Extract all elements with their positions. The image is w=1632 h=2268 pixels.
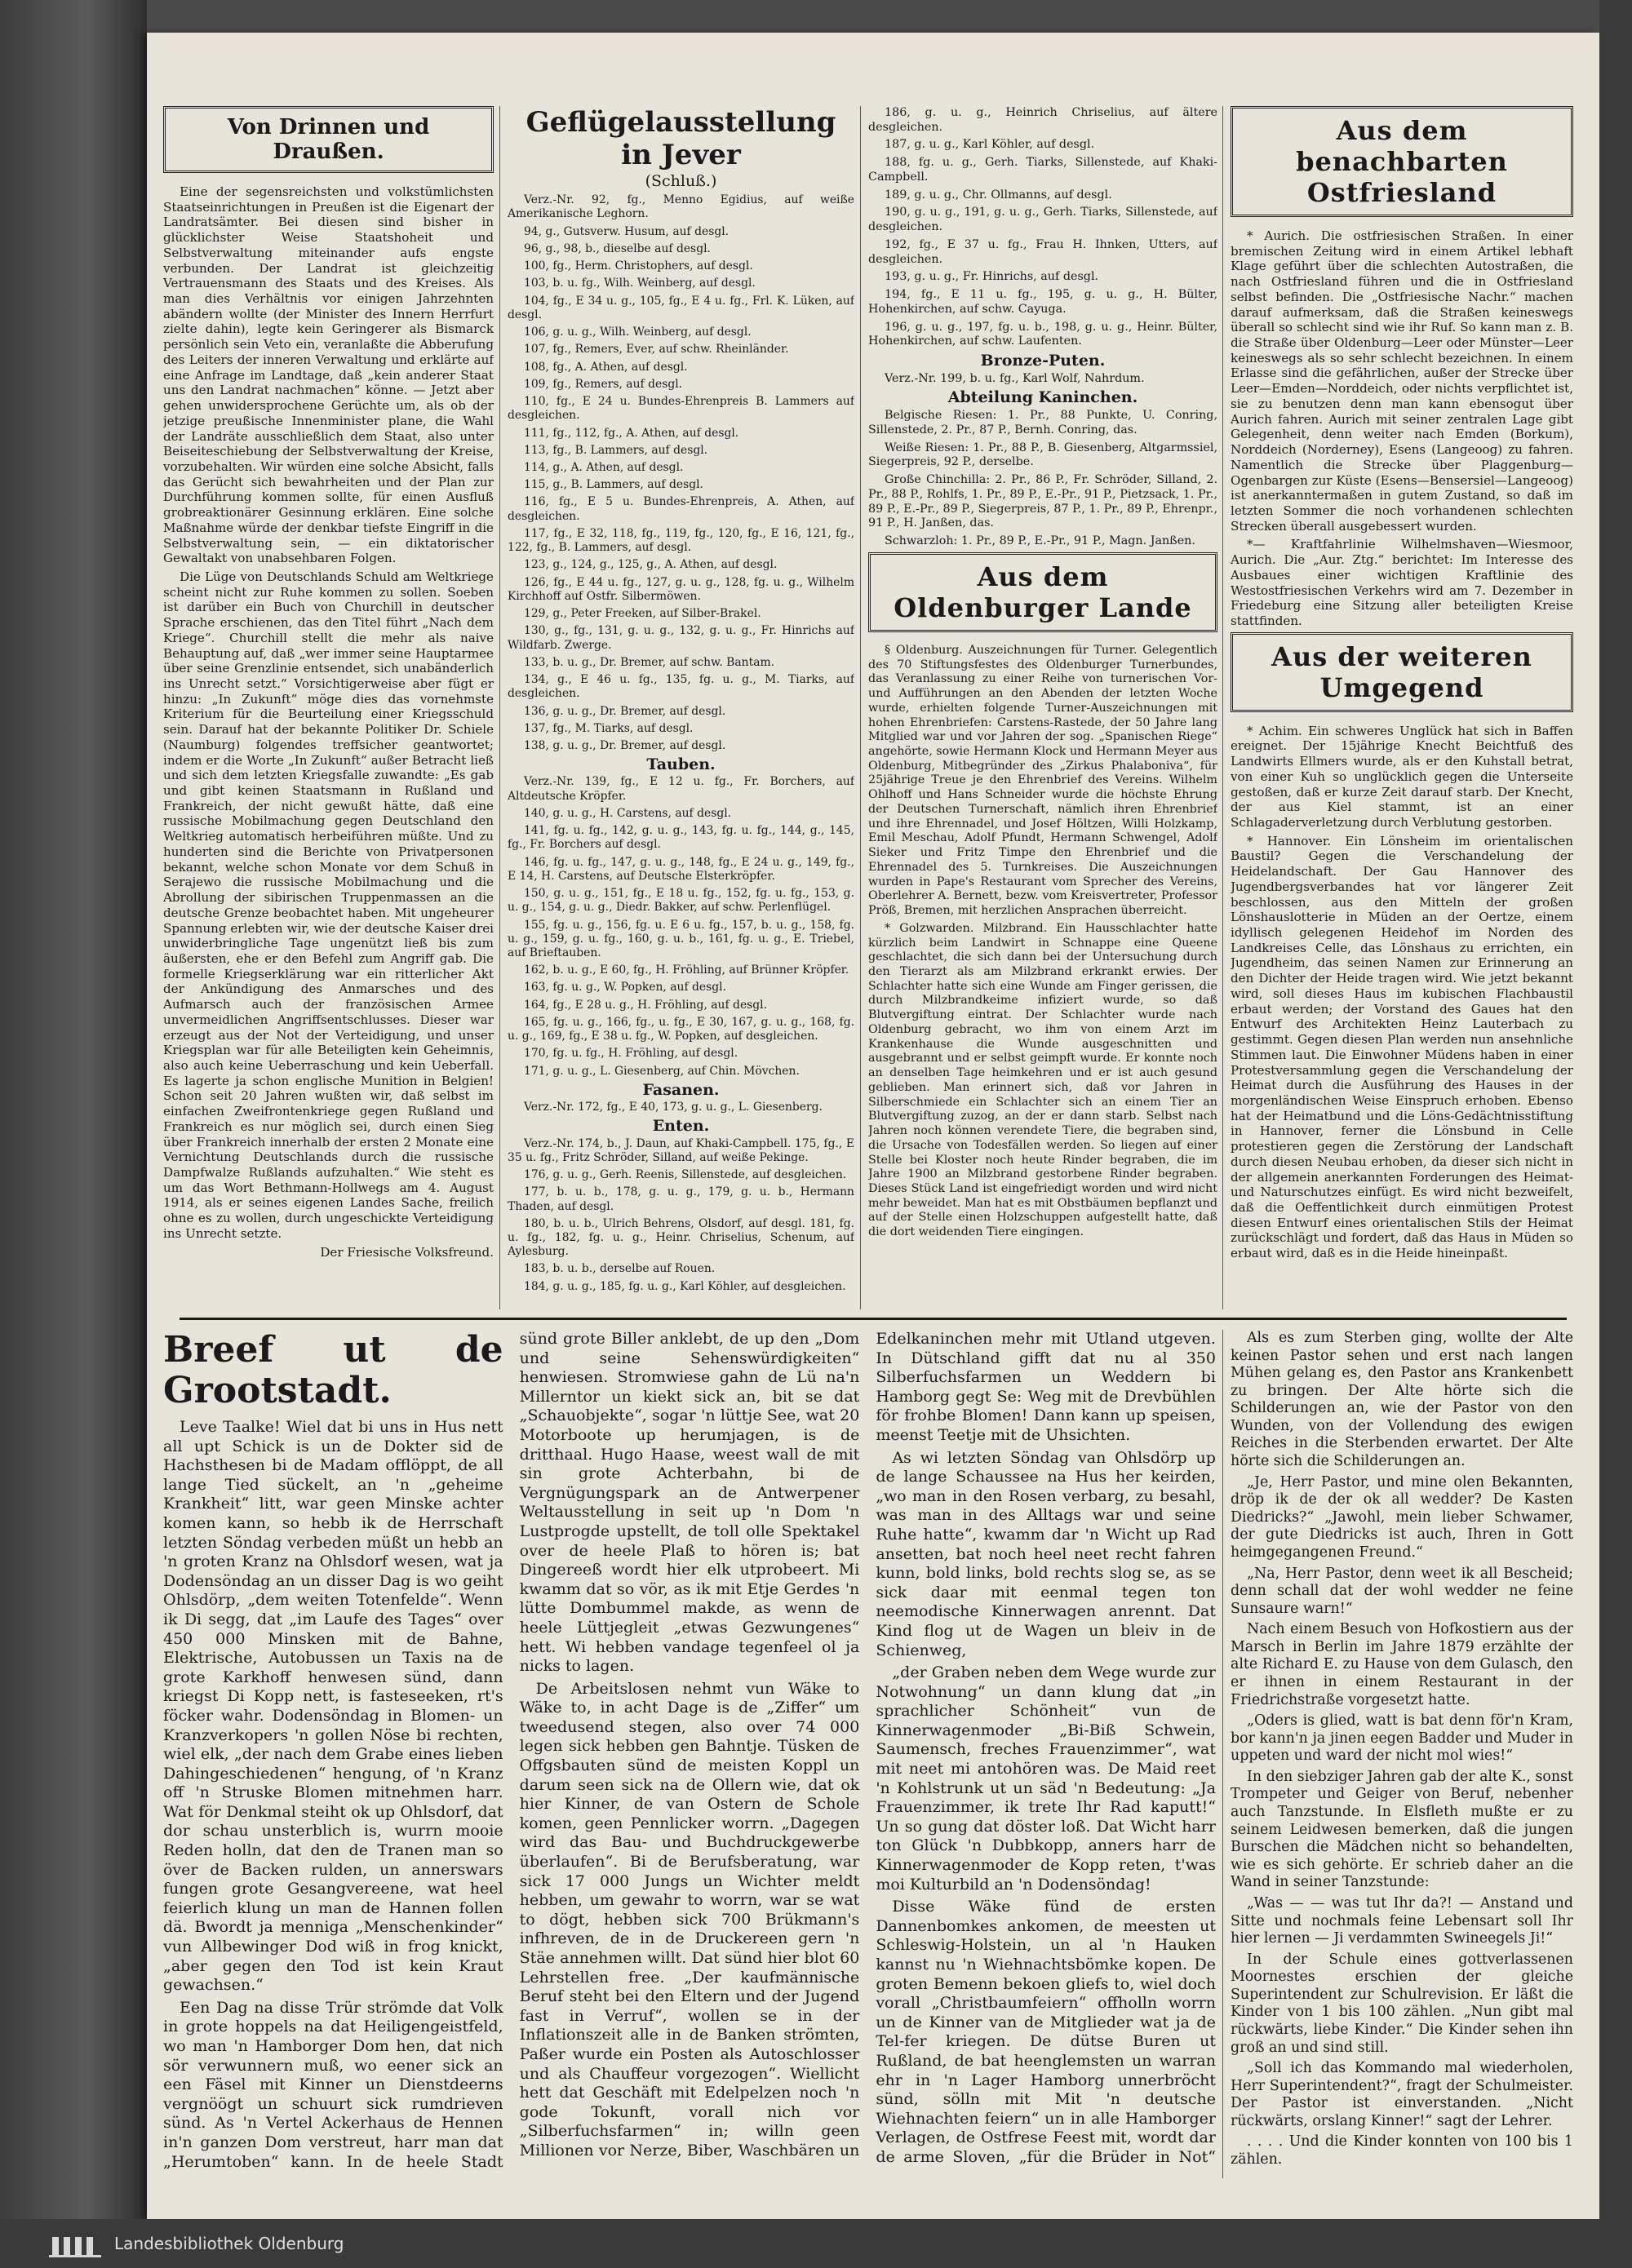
paragraph: Disse Wäke fünd de ersten Dannenbomkes ankomen, de meesten ut Schleswig-Holstein, un al 'n Hauken kannst nu 'n Wiehnachtsbömke kopen. De groten Bemenn bekoen gliefs to, wiel doch vorall „Christbaumfeiern“ offholln worrn un de Kinner van de Mitglieder wat ja de Tel-fer kriegen. De dütse Buren ut Rußland, de bat heenglemsten un warran ehr in 'n Lager Hamborg unnerbröcht sünd, sölln mit Mit 'n deutsche Wiehnachten feiern“ un in alle Hamborger Verlagen, de Ostfrese Feest mit, wordt dar de arme Sloven, „für die Brüder in Not“	[876, 1898, 1216, 2166]
list-item: 180, b. u. b., Ulrich Behrens, Olsdorf, auf desgl. 181, fg. u. fg., 182, fg. u. g., Heinr. Chriselius, Schenum, auf Aylesburg.	[508, 1216, 854, 1259]
column-3	[868, 106, 1217, 1309]
list-item: 130, g., fg., 131, g. u. g., 132, g. u. g., Fr. Hinrichs auf Wildfarb. Zwerge.	[508, 624, 854, 652]
paragraph: Leve Taalke! Wiel dat bi uns in Hus nett all upt Schick is un de Dokter sid de Hachsthesen bi de Madam offlöppt, de all lange Tied sückelt, an 'n „geheime Krankheit“ litt, war geen Minske achter komen kann, so hebb ik de Herrschaft letzten Söndag verbeden müßt un hebb an 'n groten Kranz na Ohlsdorf wesen, wat ja Dodensöndag an un disser Dag is wo geiht Ohlsdörp, „dem weiten Totenfelde“. Wenn ik Di segg, dat „im Laufe des Tages“ over 450 000 Minsken mit de Bahne, Elektrische, Autobussen un Taxis na de grote Karkhoff henwesen sünd, dann kriegst Di Kopp nett, is fasteseeken, rt's föcker wahr. Dodensöndag in Blomen- un Kranzverkopers 'n gollen Nöse bi rechten, wiel elk, „der nach dem Grabe eines lieben Dahingeschiedenen“ hengung, of 'n Kranz off 'n Struske Blomen mitnehmen harr. Wat för Denkmal steiht ok up Ohlsdorf, dat dor schau unsterblich is, wurrn mooie Reden holln, dat den de Tranen man so över de Backen rulden, un annerswars fungen grote Gesangvereene, wat heel feierlich klung un man de Hannen follen dä. Bwordt ja menniga „Menschenkinder“ vun Allbewinger Dod wiß in frog knickt, „aber gegen den Tod ist kein Kraut gewachsen.“	[163, 1418, 503, 1995]
category-puten: Bronze-Puten.	[980, 352, 1106, 370]
list-item: 106, g. u. g., Wilh. Weinberg, auf desgl.	[524, 326, 752, 339]
list-item: Verz.-Nr. 172, fg., E 40, 173, g. u. g., L. Giesenberg.	[524, 1101, 823, 1114]
list-item: 129, g., Peter Freeken, auf Silber-Brakel.	[524, 607, 761, 621]
list-item: 163, fg. u. g., W. Popken, auf desgl.	[524, 981, 727, 994]
article-title-breef: Breef ut de Grootstadt.	[163, 1330, 503, 1411]
paragraph: De Arbeitslosen nehmt vun Wäke to Wäke to, in acht Dage is de „Ziffer“ um tweedusend stegen, also over 74 000 legen sick hebben gen Bahntje. Tüsken de Offgsbauten sünd de meisten Koppl un darum seen sick na de Ollern wie, dat ok hier Kinner, de van Ostern de Schole komen, geen Pennlicker worrn. „Dagegen wird das Bau- und Buchdruckgewerbe überlaufen“. Bi de Berufsberatung, war sick 17 000 Jungs un Wichter meldt hebben, um gewahr to worrn, war se wat to dögt, hebben sick 700 Brükmann's infhreven, de in de Druckereen gern 'n Stäe annehmen willt. Dat sünd hier blot 60 Lehrstellen free. „Der kaufmännische Beruf steht bei den Eltern und der Jugend fast in Verruf“, wollen se in der Inflationszeit alle in de Banken strömten, Paßer wurde ein Posten als Autoschlosser und als Chauffeur vorgezogen“. Wiellicht hett dat Geschäft mit Edelpelzen noch 'n gode Tokunft, vorall nich vor „Silberfuchsfarmen“ in; willn geen Millionen vor Nerze, Biber, Waschbären un Edelkaninchen mehr mit Utland utgeven. In Dütschland gifft dat nu al 350 Silberfuchsfarmen un Weddern bi Hamborg gegt Se: Weg mit de Drevbühlen för frohbe Blomen! Dann kann up speisen, meenst Teetje mit de Uhsichten.	[519, 1330, 1216, 2159]
breef-text	[163, 1330, 1216, 2178]
col3-puten-list	[868, 372, 1217, 387]
library-footer	[0, 2219, 1632, 2268]
section-title-drinnen: Von Drinnen und Draußen.	[163, 106, 494, 173]
col4-text-b	[1231, 724, 1573, 1261]
newspaper-page	[147, 33, 1599, 2219]
list-item: 183, b. u. b., derselbe auf Rouen.	[524, 1262, 716, 1276]
paragraph: * Hannover. Ein Lönsheim im orientalischen Baustil? Gegen die Verschandelung der Heidelandschaft. Der Gau Hannover des Jugendbergsverbandes hat vor längerer Zeit beschlossen, aus den Mitteln der großen Lönshauslotterie in Müden an der Oertze, einem idyllisch gelegenen Heidehof im Norden des Landkreises Celle, das Lönshaus zu errichten, ein Jugendheim, das seinen Namen zur Erinnerung an den Dichter der Heide tragen wird. Wie jetzt bekannt wird, soll dieses Haus im kubischen Flachbaustil erbaut werden; der Vorstand des Gaues hat den Entwurf des Architekten Heinz Lauterbach zu gestimmt. Gegen diesen Plan werden nun ansehnliche Stimmen laut. Die Einwohner Müdens haben in einer Protestversammlung gegen die Verschandelung der Heimat durch die Ausführung des Hauses in der morgenländischen Weise Einspruch erhoben. Ebenso hat der Heimatbund und die Löns-Gedächtnisstiftung in Hannover, ferner die Lönsbund in Celle protestieren gegen die Zerstörung der Landschaft durch diesen Neubau erhoben, da dieser sich nicht in der allgemein anerkannten Forderungen des Heimat- und Naturschutzes einfügt. Es wird nicht bezweifelt, daß die Oeffentlichkeit durch einmütigen Protest diesen Entwurf eines orientalischen Stils der Heimat zurückschlägt und fordert, daß das Haus in Müden so erbaut wird, daß es in die Heide hineinpaßt.	[1231, 833, 1573, 1261]
paragraph: Nach einem Besuch von Hofkostiern aus der Marsch in Berlin im Jahre 1879 erzählte der alte Richard E. zu Hause von dem Gulasch, den er ihnen in einem Restaurant in der Friedrichstraße vorgesetzt hatte.	[1231, 1621, 1573, 1708]
list-item: 100, fg., Herm. Christophers, auf desgl.	[524, 259, 753, 273]
category-fasanen: Fasanen.	[642, 1080, 720, 1099]
book-binding	[0, 0, 147, 2268]
list-item: 107, fg., Remers, Ever, auf schw. Rheinländer.	[524, 343, 789, 357]
list-item: 196, g. u. g., 197, fg. u. b., 198, g. u. g., Heinr. Bülter, Hohenkirchen, auf schw. Laufenten.	[868, 320, 1217, 348]
paragraph: „der Graben neben dem Wege wurde zur Notwohnung“ un dann klung dat „in sprachlicher Schönheit“ vun de Kinnerwagenmoder „Bi-Biß Schwein, Saumensch, freches Frauenzimmer“, wat mit neet mi antohören was. De Maid reet 'n Kohlstrunk ut un säd 'n Bedeutung: „Ja Frauenzimmer, ik trete Ihr Rad kaputt!“ Un so gung dat döster loß. Dat Wicht harr ton Glück 'n Dubbkopp, anners harr de Kinnerwagenmoder de Kopp reten, t'was moi Kulturbild an 'n Dodensöndag!	[876, 1663, 1216, 1894]
col1-signature: Der Friesische Volksfreund.	[320, 1244, 494, 1260]
col8-text	[1231, 1330, 1573, 2169]
list-item: 138, g. u. g., Dr. Bremer, auf desgl.	[524, 738, 726, 752]
col3-list	[868, 106, 1217, 349]
list-item: 109, fg., Remers, auf desgl.	[524, 377, 683, 391]
list-item: 184, g. u. g., 185, fg. u. g., Karl Köhler, auf desgleichen.	[524, 1279, 846, 1293]
list-item: 164, fg., E 28 u. g., H. Fröhling, auf desgl.	[524, 998, 768, 1012]
list-item: 133, b. u. g., Dr. Bremer, auf schw. Bantam.	[524, 655, 775, 669]
list-item: 136, g. u. g., Dr. Bremer, auf desgl.	[524, 704, 726, 718]
list-item: 150, g. u. g., 151, fg., E 18 u. fg., 152, fg. u. fg., 153, g. u. g., 154, g. u. g., Diedr. Bakker, auf schw. Perlenflügel.	[508, 887, 854, 915]
paragraph: In der Schule eines gottverlassenen Moornestes erschien der gleiche Superintendent zur Schulrevision. Er läßt die Kinder von 1 bis 100 zählen. „Nun gibt mal rückwärts, liebe Kinder.“ Die Kinder sehen ihn groß an und sind still.	[1231, 1951, 1573, 2056]
list-item: 123, g., 124, g., 125, g., A. Athen, auf desgl.	[524, 558, 778, 572]
list-item: 141, fg. u. fg., 142, g. u. g., 143, fg. u. fg., 144, g., 145, fg., Fr. Borchers auf desgl.	[508, 824, 854, 852]
section-title-umgegend: Aus der weiteren Umgegend	[1231, 632, 1573, 712]
library-name: Landesbibliothek Oldenburg	[114, 2234, 344, 2253]
paragraph: Die Lüge von Deutschlands Schuld am Weltkriege scheint nicht zur Ruhe kommen zu sollen. Soeben ist darüber ein Buch von Churchill in deutscher Sprache erschienen, das den Titel führt „Nach dem Kriege“. Churchill stellt die mehr als naive Behauptung auf, daß „wer immer seine Hauptarmee über seine Grenzlinie entsendet, sich unabänderlich ins Unrecht setzt.“ Vorsichtigerweise aber fügt er hinzu: „In Zukunft“ möge dies das vornehmste Kriterium für die Beurteilung einer Kriegsschuld sein. Darauf hat der bekannte Politiker Dr. Schiele (Naumburg) folgendes treffsicher geantwortet; indem er die Worte „In Zukunft“ außer Betracht ließ und sich dem letzten Kriegsfalle zuwandte: „Es gab und gibt keinen Staatsmann in Rußland und Frankreich, der nicht gewußt hätte, daß eine russische Mobilmachung gegen Deutschland den Weltkrieg automatisch herbeiführen müßte. Und zu hunderten sind die Berichte von Privatpersonen bekannt, welche schon Monate vor dem Schuß in Serajewo die russische Mobilmachung und die Abrollung der sibirischen Truppenmassen an die deutsche Grenze beobachtet haben. Mit ungeheurer Spannung erlebten wir, wie der deutsche Kaiser drei unwiderbringliche Tage ungenützt ließ bis zum äußersten, ehe er den Befehl zum Angriff gab. Die formelle Kriegserklärung war ein ritterlicher Akt der Ankündigung des Anmarsches und des Aufmarsch auch der französischen Armee unvermeidlichen Angriffsentschlusses. Dieser war erzeugt aus der Not der Verteidigung, und unser Kriegsplan war für alle Beteiligten kein Geheimnis, also auch keine Ueberraschung und kein Ueberfall. Es lagerte ja schon englische Munition in Belgien! Schon seit 20 Jahren wußten wir, daß selbst im einfachen Zweifrontenkriege gegen Rußland und Frankreich es nur möglich sei, durch einen Sieg über Frankreich innerhalb der ersten 2 Monate eine Vernichtung Deutschlands durch die russische Dampfwalze Rußlands aufzuhalten.“ Wie steht es um das Wort Bethmann-Hollwegs am 4. August 1914, als er seines eigenen Landes Sache, freilich ohne es zu wollen, durch ungeschickte Verteidigung ins Unrecht setzte.	[163, 569, 494, 1241]
list-item: 146, fg. u. fg., 147, g. u. g., 148, fg., E 24 u. g., 149, fg., E 14, H. Carstens, auf Deutsche Elsterkröpfer.	[508, 855, 854, 883]
list-item: Verz.-Nr. 92, fg., Menno Egidius, auf weiße Amerikanische Leghorn.	[508, 193, 854, 221]
list-item: 94, g., Gutsverw. Husum, auf desgl.	[524, 224, 730, 238]
list-item: 165, fg. u. g., 166, fg., u. fg., E 30, 167, g. u. g., 168, fg. u. g., 169, fg., E 38 u. fg., W. Popken, auf desgleichen.	[508, 1015, 854, 1043]
category-enten: Enten.	[652, 1117, 710, 1136]
paragraph: Eine der segensreichsten und volkstümlichsten Staatseinrichtungen in Preußen ist die Eigenart der Landratsämter. Bei diesen sind bisher in glücklichster Weise Staatshoheit und Selbstverwaltung miteinander aufs engste verbunden. Der Landrat ist gleichzeitig Vertrauensmann des Staats und des Kreises. Als man dies Verhältnis vor einigen Jahrzehnten abändern wollte (der Minister des Innern Herrfurt zielte dahin), legte kein Geringerer als Bismarck persönlich sein Veto ein, veranlaßte die Abberufung des Leiters der inneren Verwaltung und erklärte auf eine Anfrage im Landtage, daß „kein anderer Staat uns den Landrat nachmachen“ könne. — Jetzt aber gehen unwidersprochene Gerüchte um, als ob der jetzige preußische Innenminister plane, die Wahl der Landräte ausschließlich dem Staat, also unter Beiseiteschiebung der Selbstverwaltung der Kreise, vorzubehalten. Wir würden eine solche Absicht, falls das Gerücht sich bewahrheiten und der Plan zur Durchführung kommen sollte, für einen Ausfluß grobreaktionärer Gesinnung erklären. Eine solche Maßnahme würde der denkbar tiefste Eingriff in die Selbstverwaltung sein, — ein diktatorischer Gewaltakt von unabsehbaren Folgen.	[163, 184, 494, 566]
list-item: 190, g. u. g., 191, g. u. g., Gerh. Tiarks, Sillenstede, auf desgleichen.	[868, 206, 1217, 234]
paragraph: „Oders is glied, watt is bat denn för'n Kram, bor kann'n ja jinen eegen Badder und Muder in uppeten und ward der nicht mol wies!“	[1231, 1712, 1573, 1765]
list-item: 187, g. u. g., Karl Köhler, auf desgl.	[885, 138, 1095, 152]
paragraph: Een Dag na disse Trür strömde dat Volk in grote hoppels na dat Heiligengeistfeld, wo man 'n Hamborger Dom hen, dat nich sör verwunnern muß, wo eener sick an een Fäsel mit Kinner un Dienstdeerns vergnöögt un schuurt sick rumdrieven sünd. As 'n Vertel Ackerhaus de Hennen in'n ganzen Dom verstreut, harr man dat „Herumtoben“ kann. In de heele Stadt sünd grote Biller anklebt, de up den „Dom und seine Sehenswürdigkeiten“ henwiesen. Stromwiese gahn de Lü na'n Millerntor un kiekt sick an, bit se dat „Schauobjekte“, sogar 'n lüttje See, wat 20 Motorboote up herumjagen, is de dritthaal. Hugo Haase, weest wall de mit sin grote Achterbahn, bi de Vergnügungspark an de Antwerpener Weltausstellung in seit up 'n Dom 'n Lustprogde upstellt, de toll olle Spektakel over de heele Plaß to hören is; bat Dingereeß wordt hier elk utprobeert. Mi kwamm dat so vör, as ik mit Etje Gerdes 'n lütte Dombummel makde, as wenn de heele Lüttjegleit „etwas Gezwungenes“ hett. Wi hebben vandage tegenfeel ol ja nicks to lagen.	[163, 1330, 860, 2171]
column-2	[508, 106, 854, 1309]
list-item: 110, fg., E 24 u. Bundes-Ehrenpreis B. Lammers auf desgleichen.	[508, 395, 854, 423]
list-item: Schwarzloh: 1. Pr., 89 P., E.-Pr., 91 P., Magn. Janßen.	[885, 534, 1195, 548]
list-item: 188, fg. u. g., Gerh. Tiarks, Sillenstede, auf Khaki-Campbell.	[868, 156, 1217, 184]
list-item: 176, g. u. g., Gerh. Reenis, Sillenstede, auf desgleichen.	[524, 1168, 847, 1182]
list-item: 111, fg., 112, fg., A. Athen, auf desgl.	[524, 426, 739, 440]
list-item: Verz.-Nr. 199, b. u. fg., Karl Wolf, Nahrdum.	[885, 371, 1145, 385]
col4-text-a	[1231, 228, 1573, 629]
paragraph: In den siebziger Jahren gab der alte K., sonst Trompeter und Geiger von Beruf, nebenher auch Tanzstunde. In Elsfleth mußte er zu seinem Leidwesen bemerken, daß die jungen Burschen die Mädchen nicht so behandelten, wie es sich gehörte. Er schrieb daher an die Wand in seiner Tanzstunde:	[1231, 1768, 1573, 1891]
list-item: 103, b. u. fg., Wilh. Weinberg, auf desgl.	[524, 277, 756, 290]
section-subtitle: (Schluß.)	[645, 172, 717, 190]
col3-text	[868, 644, 1217, 1240]
list-item: 171, g. u. g., L. Giesenberg, auf Chin. Mövchen.	[524, 1064, 800, 1078]
list-item: 117, fg., E 32, 118, fg., 119, fg., 120, fg., E 16, 121, fg., 122, fg., B. Lammers, auf desgl.	[508, 526, 854, 555]
col3-kaninchen-list	[868, 409, 1217, 549]
list-item: 96, g., 98, b., dieselbe auf desgl.	[524, 241, 711, 255]
col2-fasanen-list	[508, 1101, 854, 1114]
paragraph: Als es zum Sterben ging, wollte der Alte keinen Pastor sehen und erst nach langen Mühen gelang es, den Pastor ans Krankenbett zu bringen. Der Alte hörte sich die Schilderungen an, wie der Pastor von den Wunden, von der Vollendung des ewigen Reiches in die Sterbenden erwartet. Der Alte hörte sich die Schilderungen an.	[1231, 1330, 1573, 1470]
col2-tauben-list	[508, 775, 854, 1078]
column-rule	[860, 106, 861, 1309]
paragraph: As wi letzten Söndag van Ohlsdörp up de lange Schaussee na Hus her keirden, „wo man in den Rosen verbarg, zu besahl, was man in des Alltags war und seine Ruhe hatte“, kwamm dar 'n Wicht up Rad ansetten, bat noch heel neet recht fahren kunn, bold links, bold rechts slog se, as se sick daar mit eenmal tegen ton neemodische Kinnerwagen anrennt. Dat Kind flog ut de Wagen un bleiv in de Schienweg,	[876, 1448, 1216, 1659]
paragraph: *— Kraftfahrlinie Wilhelmshaven—Wiesmoor, Aurich. Die „Aur. Ztg.“ berichtet: Im Interesse des Ausbaues einer wichtigen Kraftlinie des Westostfriesischen Verkehrs wird am 7. Dezember in Friedeburg eine Sitzung aller beteiligten Kreise stattfinden.	[1231, 537, 1573, 628]
list-item: 104, fg., E 34 u. g., 105, fg., E 4 u. fg., Frl. K. Lüken, auf desgl.	[508, 294, 854, 321]
paragraph: . . . . Und die Kinder konnten von 100 bis 1 zählen.	[1231, 2133, 1573, 2168]
list-item: 108, fg., A. Athen, auf desgl.	[524, 360, 688, 374]
section-title-gefluegel: Geflügelausstellung in Jever	[526, 106, 836, 171]
paragraph: * Aurich. Die ostfriesischen Straßen. In einer bremischen Zeitung wird in einem Artikel lebhaft Klage geführt über die schlechten Autostraßen, die nach Ostfriesland führen und die in Ostfriesland selbst befinden. Die „Ostfriesische Nachr.“ machen darauf aufmerksam, daß die Straßen keineswegs überall so schlecht sind wie ihr Ruf. So kann man z. B. die Straße über Oldenburg—Leer oder Münster—Leer keineswegs als so sehr schlecht bezeichnen. In einem Erlasse sind die gefährlichen, außer der Strecke über Leer—Emden—Norddeich, oder nichts verpflichtet ist, sie zu benutzen denn man kann ebensogut über Aurich fahren. Aurich mit seiner zentralen Lage gibt Gelegenheit, denn weiter nach Emden (Borkum), Norddeich (Norderney), Esens (Langeoog) zu fahren. Namentlich die Strecke über Plaggenburg—Ogenbargen zur Küste (Esens—Bensersiel—Langeoog) ist anerkanntermaßen in gutem Zustand, so daß im letzten Sommer die noch vorhandenen schlechten Strecken überall ausgebessert wurden.	[1231, 228, 1573, 534]
breef-article	[163, 1330, 1216, 2178]
section-title-ostfriesland: Aus dem benachbarten Ostfriesland	[1231, 106, 1573, 217]
list-item: 170, fg. u. fg., H. Fröhling, auf desgl.	[524, 1047, 738, 1061]
section-title-oldenburger: Aus dem Oldenburger Lande	[868, 552, 1217, 632]
list-item: 192, fg., E 37 u. fg., Frau H. Ihnken, Utters, auf desgleichen.	[868, 237, 1217, 266]
list-item: Belgische Riesen: 1. Pr., 88 Punkte, U. Conring, Sillenstede, 2. Pr., 87 P., Bernh. Conring, das.	[868, 409, 1217, 436]
list-item: 140, g. u. g., H. Carstens, auf desgl.	[524, 806, 732, 820]
col1-text	[163, 184, 494, 1242]
list-item: Große Chinchilla: 2. Pr., 86 P., Fr. Schröder, Silland, 2. Pr., 88 P., Rohlfs, 1. Pr., 89 P., E.-Pr., 91 P., Pietzsack, 1. Pr., 89 P., E.-Pr., 89 P., Siegerpreis, 87 P., 1. Pr., 89 P., Ehrenpr., 91 P., H. Janßen, das.	[868, 473, 1217, 530]
horizontal-divider	[180, 1318, 1567, 1320]
paragraph: „Was — — was tut Ihr da?! — Anstand und Sitte und nochmals feine Lebensart soll Ihr hier lernen — Ji verdammten Swineegels Ji!“	[1231, 1894, 1573, 1947]
paragraph: * Achim. Ein schweres Unglück hat sich in Baffen ereignet. Der 15jährige Knecht Beichtfuß des Landwirts Ellmers wurde, als er den Kuhstall betrat, von einer Kuh so unglücklich gegen die Unterseite gestoßen, daß er kurze Zeit darauf starb. Der Knecht, der aus Kiel stammt, ist an einer Schlagaderverletzung durch Verblutung gestorben.	[1231, 723, 1573, 830]
list-item: Verz.-Nr. 174, b., J. Daun, auf Khaki-Campbell. 175, fg., E 35 u. fg., Fritz Schröder, Silland, auf weiße Pekinge.	[508, 1136, 854, 1164]
scan-edge	[1599, 0, 1632, 2268]
paragraph: „Je, Herr Pastor, und mine olen Bekannten, dröp ik de der ok all wedder? De Kasten Diedricks?“ „Jawohl, mein lieber Schwamer, der gute Diedricks ist auch, Ihren in Gott heimgegangenen Freund.“	[1231, 1473, 1573, 1561]
paragraph: „Soll ich das Kommando mal wiederholen, Herr Superintendent?“, fragt der Schulmeister. Der Pastor ist einverstanden. „Nicht rückwärts, orslang Kinner!“ sagt der Lehrer.	[1231, 2060, 1573, 2129]
list-item: 134, g., E 46 u. fg., 135, fg. u. g., M. Tiarks, auf desgleichen.	[508, 673, 854, 701]
list-item: 189, g. u. g., Chr. Ollmanns, auf desgl.	[885, 188, 1112, 202]
column-rule	[1222, 106, 1223, 1309]
list-item: 186, g. u. g., Heinrich Chriselius, auf ältere desgleichen.	[868, 106, 1217, 134]
list-item: 194, fg., E 11 u. fg., 195, g. u. g., H. Bülter, Hohenkirchen, auf schw. Cayuga.	[868, 288, 1217, 316]
column-rule	[499, 106, 500, 1309]
list-item: 137, fg., M. Tiarks, auf desgl.	[524, 721, 694, 735]
list-item: 155, fg. u. g., 156, fg. u. E 6 u. fg., 157, b. u. g., 158, fg. u. g., 159, g. u. fg., 160, g. u. b., 161, fg. u. g., E. Triebel, auf Brieftauben.	[508, 918, 854, 960]
list-item: Verz.-Nr. 139, fg., E 12 u. fg., Fr. Borchers, auf Altdeutsche Kröpfer.	[508, 775, 854, 803]
col2-list	[508, 193, 854, 753]
column-4	[1231, 106, 1573, 1309]
list-item: 126, fg., E 44 u. fg., 127, g. u. g., 128, fg. u. g., Wilhelm Kirchhoff auf Ostfr. Silbermöwen.	[508, 575, 854, 603]
column-1	[163, 106, 494, 1309]
list-item: 113, fg., B. Lammers, auf desgl.	[524, 443, 708, 457]
paragraph: § Oldenburg. Auszeichnungen für Turner. Gelegentlich des 70 Stiftungsfestes des Oldenburger Turnerbundes, das Veranlassung zu einer Reihe von turnerischen Vor- und Aufführungen an den Abenden der letzten Woche wurde, erhielten folgende Turner-Auszeichnungen mit hohen Ehrenbriefen: Carstens-Rastede, der 50 Jahre lang Mitglied war und vor Jahren der sog. „Spanischen Riege“ angehörte, sowie Hermann Klock und Hermann Meyer aus Oldenburg, Mitbegründer des „Zirkus Phalaboniva“, für 25jährige Treue je den Ehrenbrief des Vereins. Wilhelm Ohlhoff und Hans Schneider wurde die höchste Ehrung der Deutschen Turnerschaft, nämlich ihren Ehrenbrief und ihre Ehrennadel, und Josef Höltzen, Willi Holzkamp, Emil Meschau, Adolf Pfundt, Hermann Schwengel, Adolf Sieker und Fritz Timpe den Ehrenbrief und die Ehrennadel des 5. Turnkreises. Die Auszeichnungen wurden in Pape's Restaurant vom Sprecher des Vereins, Oberlehrer A. Bernett, bezw. vom Kreisvertreter, Professor Pröß, Bremen, mit herzlichen Ansprachen überreicht.	[868, 643, 1217, 918]
list-item: 116, fg., E 5 u. Bundes-Ehrenpreis, A. Athen, auf desgleichen.	[508, 495, 854, 523]
library-logo-icon	[49, 2232, 101, 2257]
column-rule	[1222, 1330, 1223, 2178]
list-item: 193, g. u. g., Fr. Hinrichs, auf desgl.	[885, 270, 1099, 284]
list-item: 177, b. u. b., 178, g. u. g., 179, g. u. b., Hermann Thaden, auf desgl.	[508, 1185, 854, 1213]
category-kaninchen: Abteilung Kaninchen.	[947, 388, 1138, 407]
paragraph: „Na, Herr Pastor, denn weet ik all Bescheid; denn schall dat der wohl wedder ne feine Sunsaure warn!“	[1231, 1565, 1573, 1617]
col2-enten-list	[508, 1137, 854, 1294]
category-tauben: Tauben.	[646, 755, 716, 774]
column-8	[1231, 1330, 1573, 2178]
list-item: 114, g., A. Athen, auf desgl.	[524, 460, 684, 474]
list-item: Weiße Riesen: 1. Pr., 88 P., B. Giesenberg, Altgarmssiel, Siegerpreis, 92 P., derselbe.	[868, 441, 1217, 469]
list-item: 162, b. u. g., E 60, fg., H. Fröhling, auf Brünner Kröpfer.	[524, 963, 849, 977]
list-item: 115, g., B. Lammers, auf desgl.	[524, 478, 703, 492]
paragraph: * Golzwarden. Milzbrand. Ein Hausschlachter hatte kürzlich beim Landwirt in Schnappe eine Queene geschlachtet, die sich dann bei der Untersuchung durch den Tierarzt als am Milzbrand erkrankt erwies. Der Schlachter hatte sich eine Wunde am Finger gerissen, die durch Milzbrandkeime infiziert wurde, so daß Blutvergiftung eintrat. Der Schlachter wurde nach Oldenburg gebracht, wo ihm von einem Arzt im Krankenhause die Wunde ausgeschnitten und ausgebrannt und er selbst geimpft wurde. Er konnte noch an denselben Tage heimkehren und er ist auch gesund geblieben. Man erinnert sich, daß vor Jahren in Silberschmiede ein Schlachter sich an einem Tier an Blutvergiftung zuzog, an der er dann starb. Selbst nach Jahren noch können verendete Tiere, die begraben sind, die Ursache von Todesfällen werden. So liegen auf einer Stelle bei Kloster noch heute Rinder begraben, die im Jahre 1900 an Milzbrand gestorbene Rinder begraben. Dieses Stück Land ist eingefriedigt worden und wird nicht mehr beweidet. Man hat es mit Obstbäumen bepflanzt und auf der Stelle einen Holzschuppen aufgestellt hatte, daß die dort weidenden Tiere eingingen.	[868, 921, 1217, 1239]
